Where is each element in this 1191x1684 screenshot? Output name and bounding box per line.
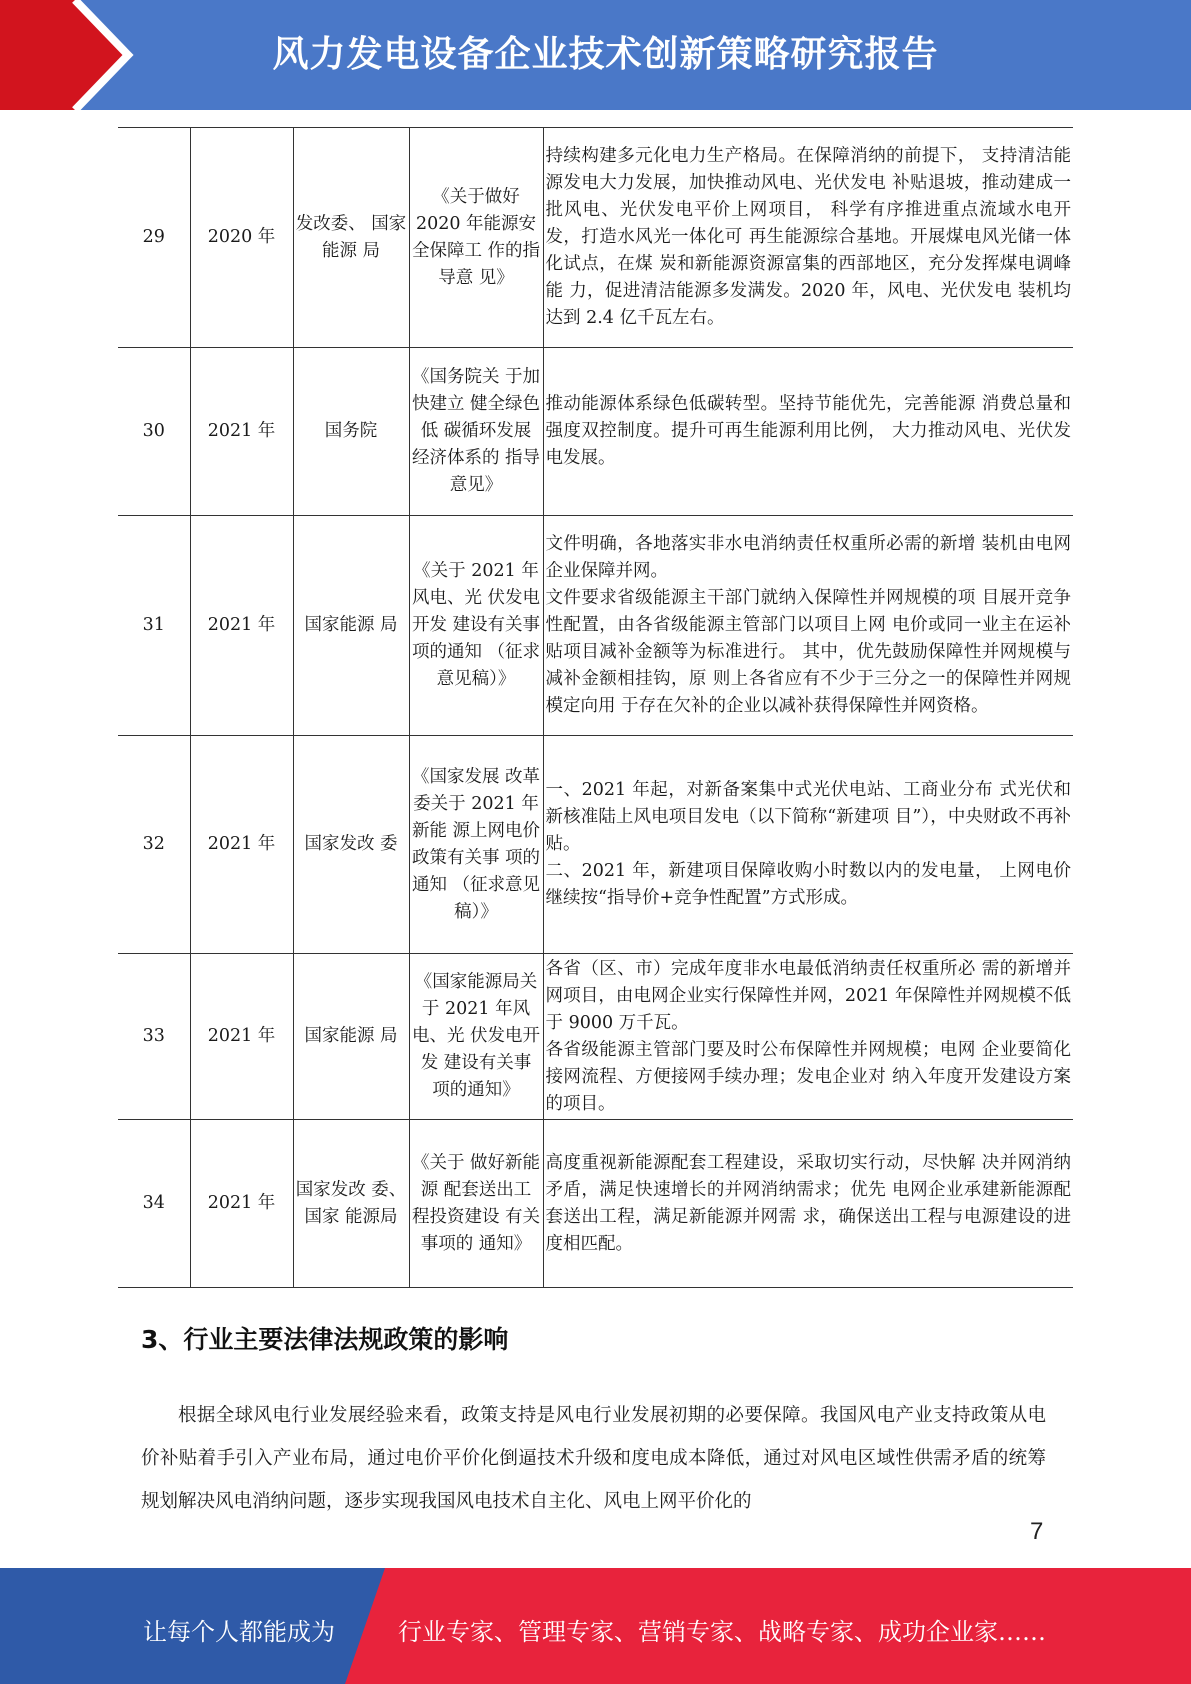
year-cell: 2021 年 <box>190 348 293 516</box>
policy-content-paragraph: 各省级能源主管部门要及时公布保障性并网规模；电网 企业要简化接网流程、方便接网手续办理；发电企业对 纳入年度开发建设方案的项目。 <box>545 1039 1071 1114</box>
section-paragraph: 根据全球风电行业发展经验来看，政策支持是风电行业发展初期的必要保障。我国风电产业支持政策从电价补贴着手引入产业布局，通过电价平价化倒逼技术升级和度电成本降低，通过对风电区域性供需矛盾的统筹规划解决风电消纳问题，逐步实现我国风电技术自主化、风电上网平价化的 <box>141 1405 1046 1512</box>
document-title-cell: 《关于 2021 年风电、光 伏发电开发 建设有关事 项的通知 （征求意见稿）》 <box>409 516 543 736</box>
page-header <box>0 0 1191 110</box>
year-cell: 2020 年 <box>190 128 293 348</box>
table-row <box>118 1120 1073 1288</box>
department-cell: 国家能源 局 <box>293 954 409 1120</box>
page-number: 7 <box>1030 1518 1044 1545</box>
policy-content-paragraph: 持续构建多元化电力生产格局。在保障消纳的前提下， 支持清洁能源发电大力发展，加快推动风电、光伏发电 补贴退坡，推动建成一批风电、光伏发电平价上网项目， 科学有序推进重点流域水电开发，打造水风光一体化可 再生能源综合基地。开展煤电风光储一体化试点，在煤 炭和新能源资源富集的西部地区，充分发挥煤电调峰能 力，促进清洁能源多发满发。2020 年，风电、光伏发电 装机均达到 2.4 亿千瓦左右。 <box>545 146 1071 328</box>
row-number-cell: 32 <box>118 736 190 954</box>
table-row <box>118 128 1073 348</box>
policy-content-paragraph: 推动能源体系绿色低碳转型。坚持节能优先，完善能源 消费总量和强度双控制度。提升可再生能源利用比例， 大力推动风电、光伏发电发展。 <box>545 394 1071 468</box>
year-cell: 2021 年 <box>190 516 293 736</box>
department-cell: 发改委、 国家能源 局 <box>293 128 409 348</box>
row-number-cell: 30 <box>118 348 190 516</box>
document-title-cell: 《国家发展 改革委关于 2021 年新能 源上网电价 政策有关事 项的通知 （征求意见稿）》 <box>409 736 543 954</box>
policy-content-cell <box>543 1120 1073 1288</box>
year-cell: 2021 年 <box>190 954 293 1120</box>
policy-content-paragraph: 文件要求省级能源主干部门就纳入保障性并网规模的项 目展开竞争性配置，由各省级能源主管部门以项目上网 电价或同一业主在运补贴项目减补金额等为标准进行。 其中，优先鼓励保障性并网规模与减补金额相挂钩，原 则上各省应有不少于三分之一的保障性并网规模定向用 于存在欠补的企业以减补获得保障性并网资格。 <box>545 588 1071 716</box>
table-row <box>118 348 1073 516</box>
table-row <box>118 516 1073 736</box>
department-cell: 国家能源 局 <box>293 516 409 736</box>
table-row <box>118 954 1073 1120</box>
policy-content-cell <box>543 348 1073 516</box>
year-cell: 2021 年 <box>190 1120 293 1288</box>
table-row <box>118 736 1073 954</box>
row-number-cell: 29 <box>118 128 190 348</box>
row-number-cell: 33 <box>118 954 190 1120</box>
document-title-cell: 《关于 做好新能源 配套送出工 程投资建设 有关事项的 通知》 <box>409 1120 543 1288</box>
policy-content-cell <box>543 736 1073 954</box>
department-cell: 国务院 <box>293 348 409 516</box>
row-number-cell: 34 <box>118 1120 190 1288</box>
policy-table-container <box>118 127 1073 1288</box>
document-title-cell: 《国务院关 于加快建立 健全绿色低 碳循环发展 经济体系的 指导意见》 <box>409 348 543 516</box>
footer-slogan-left: 让每个人都能成为 <box>143 1618 335 1646</box>
report-title: 风力发电设备企业技术创新策略研究报告 <box>272 34 939 75</box>
row-number-cell: 31 <box>118 516 190 736</box>
page-footer <box>0 1568 1191 1684</box>
policy-content-paragraph: 各省（区、市）完成年度非水电最低消纳责任权重所必 需的新增并网项目，由电网企业实行保障性并网，2021 年保障性并网规模不低于 9000 万千瓦。 <box>545 958 1071 1033</box>
document-title-cell: 《国家能源局关于 2021 年风电、光 伏发电开发 建设有关事 项的通知》 <box>409 954 543 1120</box>
footer-slogan-right: 行业专家、管理专家、营销专家、战略专家、成功企业家…… <box>398 1618 1046 1646</box>
policy-table <box>118 127 1073 1288</box>
policy-content-paragraph: 二、2021 年，新建项目保障收购小时数以内的发电量， 上网电价继续按“指导价+竞争性配置”方式形成。 <box>545 861 1071 908</box>
department-cell: 国家发改 委 <box>293 736 409 954</box>
policy-content-paragraph: 一、2021 年起，对新备案集中式光伏电站、工商业分布 式光伏和新核准陆上风电项目发电（以下简称“新建项 目”），中央财政不再补贴。 <box>545 780 1071 854</box>
document-title-cell: 《关于做好2020 年能源安全保障工 作的指导意 见》 <box>409 128 543 348</box>
policy-content-cell <box>543 128 1073 348</box>
department-cell: 国家发改 委、国家 能源局 <box>293 1120 409 1288</box>
policy-content-paragraph: 文件明确，各地落实非水电消纳责任权重所必需的新增 装机由电网企业保障并网。 <box>545 534 1071 581</box>
policy-content-paragraph: 高度重视新能源配套工程建设，采取切实行动，尽快解 决并网消纳矛盾，满足快速增长的并网消纳需求；优先 电网企业承建新能源配套送出工程，满足新能源并网需 求，确保送出工程与电源建设的进度相匹配。 <box>545 1152 1071 1254</box>
policy-content-cell <box>543 516 1073 736</box>
section-heading: 3、行业主要法律法规政策的影响 <box>141 1325 509 1354</box>
year-cell: 2021 年 <box>190 736 293 954</box>
policy-content-cell <box>543 954 1073 1120</box>
